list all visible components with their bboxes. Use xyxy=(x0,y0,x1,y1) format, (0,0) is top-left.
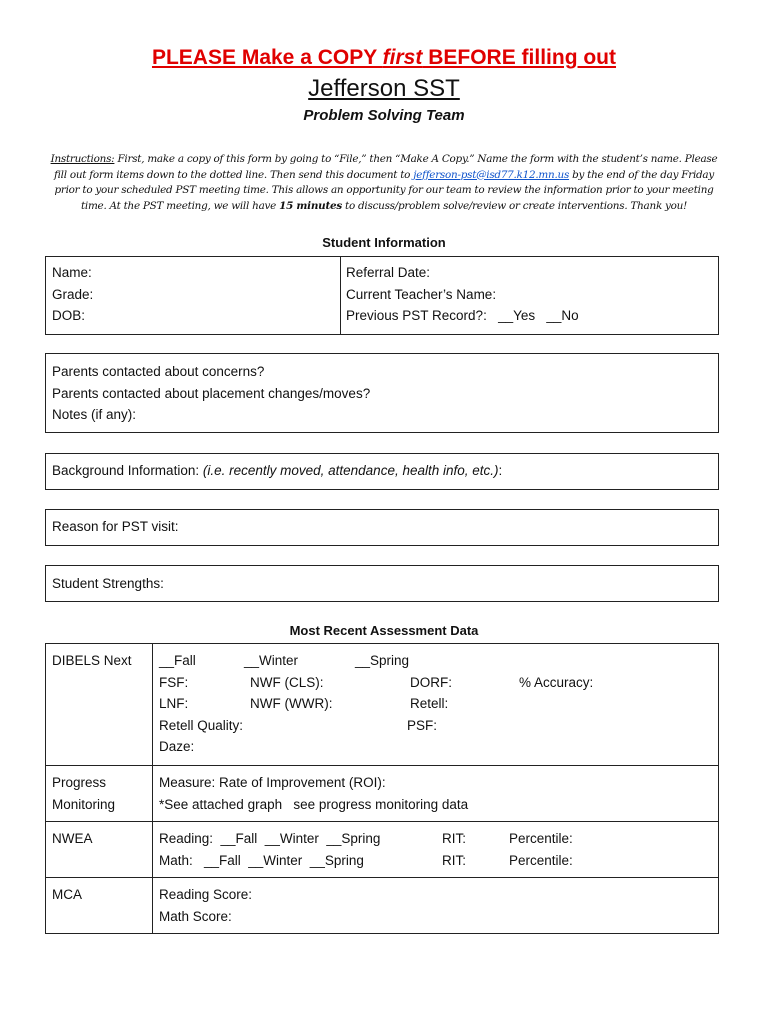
dibels-spring: __Spring xyxy=(355,653,410,668)
parents-concerns: Parents contacted about concerns? xyxy=(52,364,265,379)
warning-pre: PLEASE Make a COPY xyxy=(151,46,383,69)
dibels-retell: Retell: xyxy=(410,696,449,711)
progress-measure: Measure: Rate of Improvement (ROI): xyxy=(159,775,386,790)
student-info-heading: Student Information xyxy=(322,235,446,250)
dibels-cell[interactable] xyxy=(153,644,719,766)
student-info-right xyxy=(346,262,579,327)
parents-notes: Notes (if any): xyxy=(52,407,137,422)
teacher-name-field: Current Teacher’s Name: xyxy=(346,286,497,302)
strengths-box[interactable] xyxy=(45,565,719,602)
dibels-lnf: LNF: xyxy=(159,696,189,711)
instructions-text2: by the end of the day Friday prior to your scheduled PST meeting time. This allows an opportunity for our team to review the information prior to your meeting time. At the PST meeting, we will have xyxy=(54,168,714,212)
mca-math: Math Score: xyxy=(159,908,232,924)
student-info-left xyxy=(52,262,340,327)
student-info-divider xyxy=(340,257,341,334)
dibels-nwf-wwr: NWF (WWR): xyxy=(250,696,333,711)
progress-cell[interactable] xyxy=(153,766,719,822)
dibels-row xyxy=(46,644,719,766)
background-label: Background Information: xyxy=(52,463,203,478)
dibels-label: DIBELS Next xyxy=(46,644,153,766)
dibels-accuracy: % Accuracy: xyxy=(519,674,594,690)
previous-pst-field: Previous PST Record?: __Yes __No xyxy=(346,308,579,323)
page-subtitle: Problem Solving Team xyxy=(303,107,465,124)
nwea-math-percentile: Percentile: xyxy=(509,852,573,868)
reason-label: Reason for PST visit: xyxy=(52,519,179,534)
progress-label xyxy=(46,766,153,822)
dibels-retell-quality: Retell Quality: xyxy=(159,717,244,733)
nwea-math-rit: RIT: xyxy=(442,852,467,868)
progress-row xyxy=(46,766,719,822)
reason-box[interactable] xyxy=(45,509,719,546)
nwea-reading-rit: RIT: xyxy=(442,831,467,846)
assessment-heading: Most Recent Assessment Data xyxy=(289,623,479,638)
nwea-cell[interactable] xyxy=(153,822,719,878)
nwea-row xyxy=(46,822,719,878)
mca-row xyxy=(46,878,719,934)
mca-label: MCA xyxy=(46,878,153,934)
nwea-reading: Reading: __Fall __Winter __Spring xyxy=(159,831,381,846)
progress-note: *See attached graph see progress monitoring data xyxy=(159,796,469,812)
dibels-psf: PSF: xyxy=(407,717,438,733)
dibels-fsf: FSF: xyxy=(159,674,189,690)
dob-field: DOB: xyxy=(52,308,86,323)
instructions-text3: to discuss/problem solve/review or create interventions. Thank you! xyxy=(341,199,688,212)
dibels-daze: Daze: xyxy=(159,739,195,754)
nwea-label: NWEA xyxy=(46,822,153,878)
assessment-table xyxy=(45,643,719,934)
student-info-box[interactable] xyxy=(45,256,719,335)
warning-post: BEFORE filling out xyxy=(422,46,617,69)
grade-field: Grade: xyxy=(52,286,94,302)
progress-label-line1: Progress xyxy=(52,775,107,790)
background-hint: (i.e. recently moved, attendance, health info, etc.) xyxy=(202,463,499,478)
dibels-nwf-cls: NWF (CLS): xyxy=(250,674,324,690)
parents-box[interactable] xyxy=(45,353,719,433)
referral-date-field: Referral Date: xyxy=(346,265,431,280)
page-title: Jefferson SST xyxy=(308,75,460,102)
nwea-reading-percentile: Percentile: xyxy=(509,831,573,846)
dibels-winter: __Winter xyxy=(244,653,299,668)
instructions-text1: First, make a copy of this form by going to “File,” then “Make A Copy.” Name the form with the student’s name. Please fill out form items down to the dotted line. Then send this document to xyxy=(53,153,718,181)
dibels-fall: __Fall xyxy=(159,653,196,668)
progress-label-line2: Monitoring xyxy=(52,796,116,812)
instructions-bold: 15 minutes xyxy=(279,199,342,212)
background-suffix: : xyxy=(498,463,503,478)
dibels-dorf: DORF: xyxy=(410,674,452,690)
nwea-math: Math: __Fall __Winter __Spring xyxy=(159,852,364,868)
email-link[interactable]: jefferson-pst@isd77.k12.mn.us xyxy=(413,168,570,181)
mca-reading: Reading Score: xyxy=(159,887,253,902)
parents-placement: Parents contacted about placement changes/moves? xyxy=(52,385,371,401)
strengths-label: Student Strengths: xyxy=(52,576,164,591)
name-field: Name: xyxy=(52,265,92,280)
copy-warning xyxy=(0,46,768,70)
instructions-label: Instructions: xyxy=(50,153,115,165)
instructions xyxy=(48,152,720,214)
background-box[interactable] xyxy=(45,453,719,490)
warning-em: first xyxy=(382,46,423,69)
mca-cell[interactable] xyxy=(153,878,719,934)
